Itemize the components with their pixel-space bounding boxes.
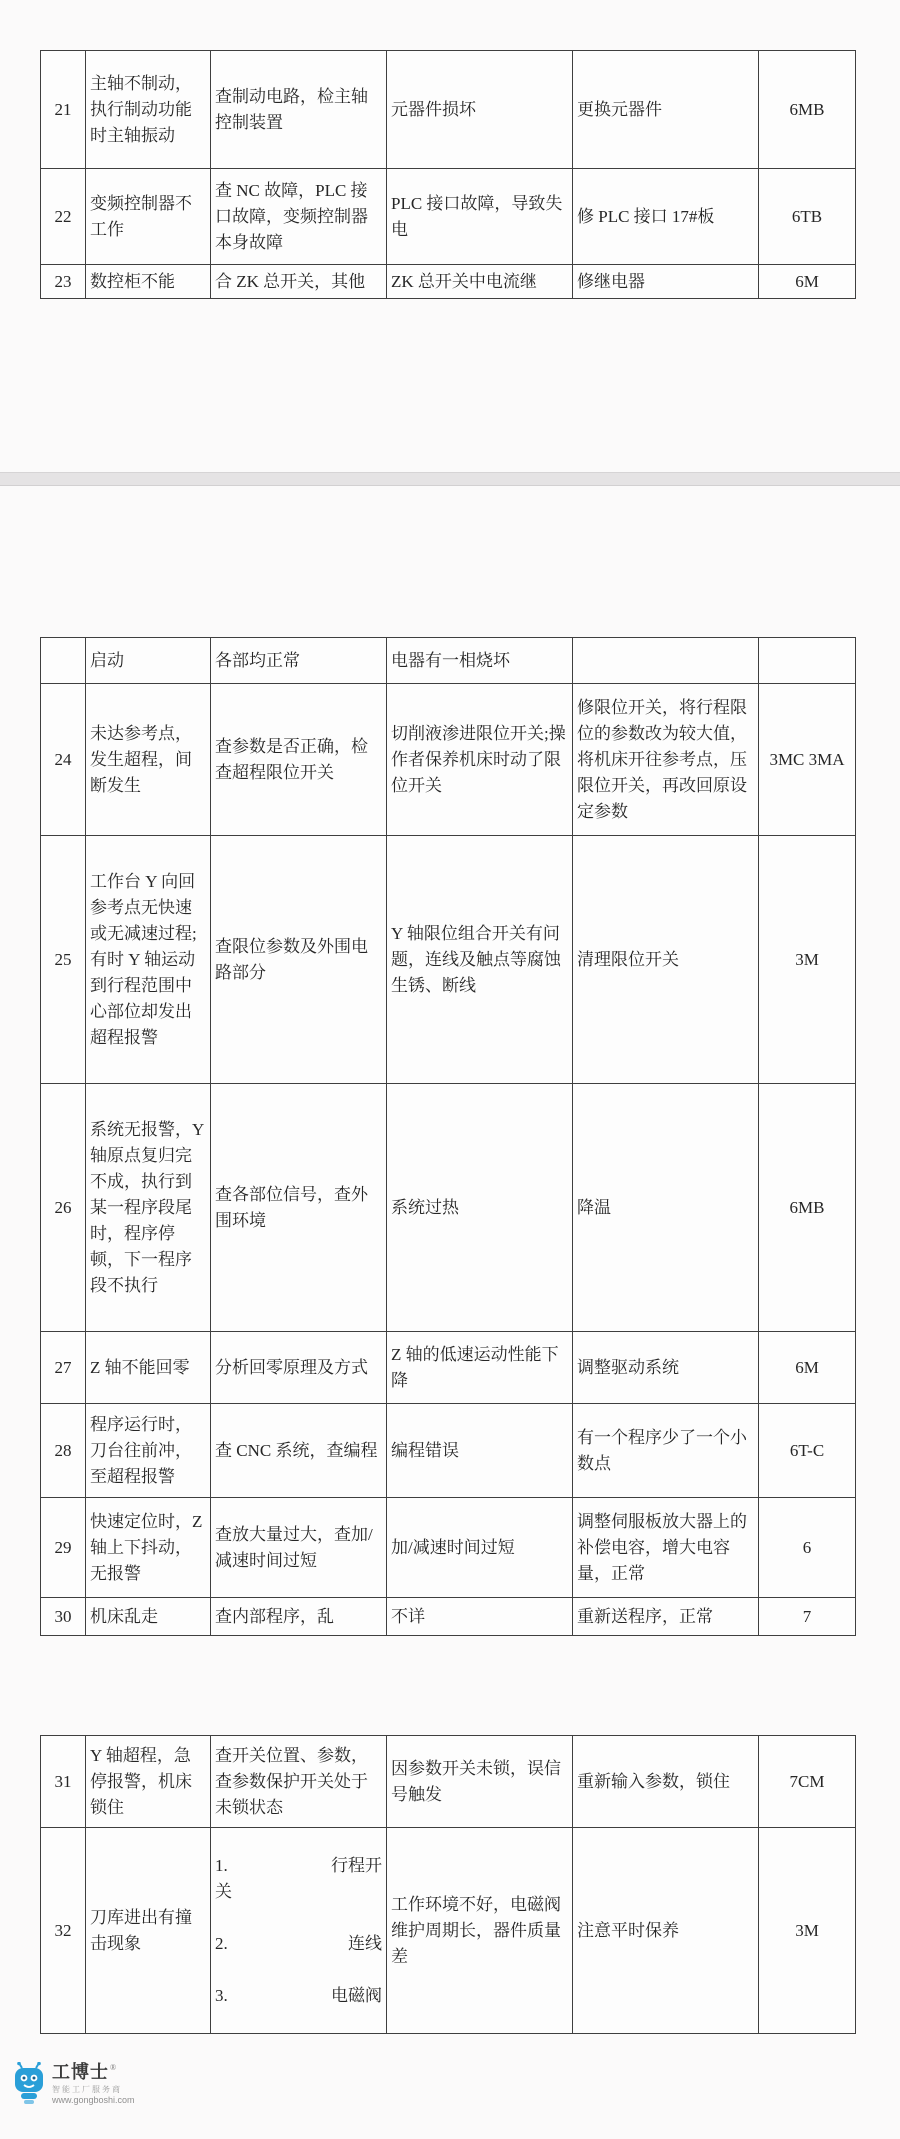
row-number-cell: 32 <box>41 1828 86 2034</box>
table-cell: 注意平时保养 <box>573 1828 759 2034</box>
row-number-cell: 31 <box>41 1736 86 1828</box>
row-number-cell: 30 <box>41 1598 86 1636</box>
table-cell: 不详 <box>387 1598 573 1636</box>
table-row <box>41 684 856 836</box>
fault-table-rows-24-30 <box>40 637 856 1636</box>
table-cell: 快速定位时，Z 轴上下抖动，无报警 <box>86 1498 211 1598</box>
table-row <box>41 169 856 265</box>
table-cell: 元器件损坏 <box>387 51 573 169</box>
row-number-cell: 27 <box>41 1332 86 1404</box>
table-cell: 系统过热 <box>387 1084 573 1332</box>
table-cell: 6 <box>759 1498 856 1598</box>
table-cell: 修限位开关，将行程限位的参数改为较大值，将机床开往参考点，压限位开关，再改回原设定参数 <box>573 684 759 836</box>
table-cell <box>759 638 856 684</box>
table-cell: 各部均正常 <box>211 638 387 684</box>
fault-table-rows-31-32 <box>40 1735 856 2034</box>
table-cell: 查 CNC 系统，查编程 <box>211 1404 387 1498</box>
table-cell: 7CM <box>759 1736 856 1828</box>
list-item-label: 连线 <box>348 1933 382 1953</box>
robot-mascot-icon <box>12 2062 46 2111</box>
table-cell: 6M <box>759 1332 856 1404</box>
brand-name: 工博士 <box>52 2062 109 2082</box>
table-cell: 调整驱动系统 <box>573 1332 759 1404</box>
row-number-cell: 29 <box>41 1498 86 1598</box>
table-row <box>41 638 856 684</box>
table-cell: 查限位参数及外围电路部分 <box>211 836 387 1084</box>
table-cell: 编程错误 <box>387 1404 573 1498</box>
table-cell: 6T-C <box>759 1404 856 1498</box>
table-cell: 分析回零原理及方式 <box>211 1332 387 1404</box>
table-cell: 7 <box>759 1598 856 1636</box>
table-cell: 查内部程序，乱 <box>211 1598 387 1636</box>
list-item-number: 关 <box>215 1881 232 1901</box>
table-row <box>41 1598 856 1636</box>
table-cell: 清理限位开关 <box>573 836 759 1084</box>
table-cell: 3M <box>759 836 856 1084</box>
table-cell: 查各部位信号，查外围环境 <box>211 1084 387 1332</box>
row-number-cell: 21 <box>41 51 86 169</box>
table-cell: Z 轴的低速运动性能下降 <box>387 1332 573 1404</box>
list-item-number: 3. <box>215 1985 228 2005</box>
page-break-divider <box>0 472 900 486</box>
table-cell: 查参数是否正确，检查超程限位开关 <box>211 684 387 836</box>
table-cell: 3M <box>759 1828 856 2034</box>
table-cell: 数控柜不能 <box>86 265 211 299</box>
table-cell: 6MB <box>759 1084 856 1332</box>
gongboshi-logo <box>12 2062 135 2111</box>
brand-url: www.gongboshi.com <box>52 2094 135 2105</box>
table-cell <box>573 638 759 684</box>
table-cell: 查制动电路，检主轴控制装置 <box>211 51 387 169</box>
table-cell: 6TB <box>759 169 856 265</box>
table-cell: 修继电器 <box>573 265 759 299</box>
table-cell: 查开关位置、参数，查参数保护开关处于未锁状态 <box>211 1736 387 1828</box>
table-cell: ZK 总开关中电流继 <box>387 265 573 299</box>
table-cell: 切削液渗进限位开关;操作者保养机床时动了限位开关 <box>387 684 573 836</box>
list-item-label: 电磁阀 <box>331 1985 382 2005</box>
table-cell: 修 PLC 接口 17#板 <box>573 169 759 265</box>
row-number-cell: 22 <box>41 169 86 265</box>
numbered-list <box>215 1853 382 2009</box>
table-cell: Z 轴不能回零 <box>86 1332 211 1404</box>
table-cell: 加/减速时间过短 <box>387 1498 573 1598</box>
table-cell: 合 ZK 总开关，其他 <box>211 265 387 299</box>
table-cell: 有一个程序少了一个小数点 <box>573 1404 759 1498</box>
row-number-cell <box>41 638 86 684</box>
list-item-number: 2. <box>215 1933 228 1953</box>
registered-mark: ® <box>110 2063 117 2072</box>
table-cell: PLC 接口故障，导致失电 <box>387 169 573 265</box>
table-cell: 3MC 3MA <box>759 684 856 836</box>
table-row <box>41 1736 856 1828</box>
table-cell: 工作环境不好，电磁阀维护周期长，器件质量差 <box>387 1828 573 2034</box>
table-cell: 系统无报警，Y 轴原点复归完不成，执行到某一程序段尾时，程序停顿，下一程序段不执行 <box>86 1084 211 1332</box>
table-cell: 降温 <box>573 1084 759 1332</box>
table-cell: 变频控制器不工作 <box>86 169 211 265</box>
list-item-number: 1. <box>215 1855 228 1875</box>
table-cell: 6MB <box>759 51 856 169</box>
table-cell: 启动 <box>86 638 211 684</box>
table-cell: 机床乱走 <box>86 1598 211 1636</box>
table-cell: 更换元器件 <box>573 51 759 169</box>
table-cell: 调整伺服板放大器上的补偿电容，增大电容量，正常 <box>573 1498 759 1598</box>
table-cell: 电器有一相烧坏 <box>387 638 573 684</box>
table-row <box>41 1498 856 1598</box>
table-cell: Y 轴限位组合开关有问题，连线及触点等腐蚀生锈、断线 <box>387 836 573 1084</box>
table-row <box>41 1828 856 2034</box>
list-item-label: 行程开 <box>331 1855 382 1875</box>
table-row <box>41 1332 856 1404</box>
table-row <box>41 51 856 169</box>
table-cell: 刀库进出有撞击现象 <box>86 1828 211 2034</box>
table-cell: 主轴不制动，执行制动功能时主轴振动 <box>86 51 211 169</box>
table-cell: 6M <box>759 265 856 299</box>
row-number-cell: 24 <box>41 684 86 836</box>
table-cell: 查 NC 故障，PLC 接口故障，变频控制器本身故障 <box>211 169 387 265</box>
table-cell: Y 轴超程，急停报警，机床锁住 <box>86 1736 211 1828</box>
table-cell: 程序运行时，刀台往前冲，至超程报警 <box>86 1404 211 1498</box>
fault-table-rows-21-23 <box>40 50 856 299</box>
brand-tagline: 智能工厂服务商 <box>52 2084 122 2094</box>
row-number-cell: 25 <box>41 836 86 1084</box>
table-cell: 工作台 Y 向回参考点无快速或无减速过程;有时 Y 轴运动到行程范围中心部位却发出超程报警 <box>86 836 211 1084</box>
table-cell: 查放大量过大，查加/减速时间过短 <box>211 1498 387 1598</box>
table-row <box>41 836 856 1084</box>
table-row <box>41 1084 856 1332</box>
table-cell: 重新送程序，正常 <box>573 1598 759 1636</box>
table-row <box>41 265 856 299</box>
table-row <box>41 1404 856 1498</box>
row-number-cell: 28 <box>41 1404 86 1498</box>
table-cell: 重新输入参数，锁住 <box>573 1736 759 1828</box>
table-cell: 未达参考点，发生超程，间断发生 <box>86 684 211 836</box>
row-number-cell: 23 <box>41 265 86 299</box>
table-cell <box>211 1828 387 2034</box>
row-number-cell: 26 <box>41 1084 86 1332</box>
table-cell: 因参数开关未锁，误信号触发 <box>387 1736 573 1828</box>
